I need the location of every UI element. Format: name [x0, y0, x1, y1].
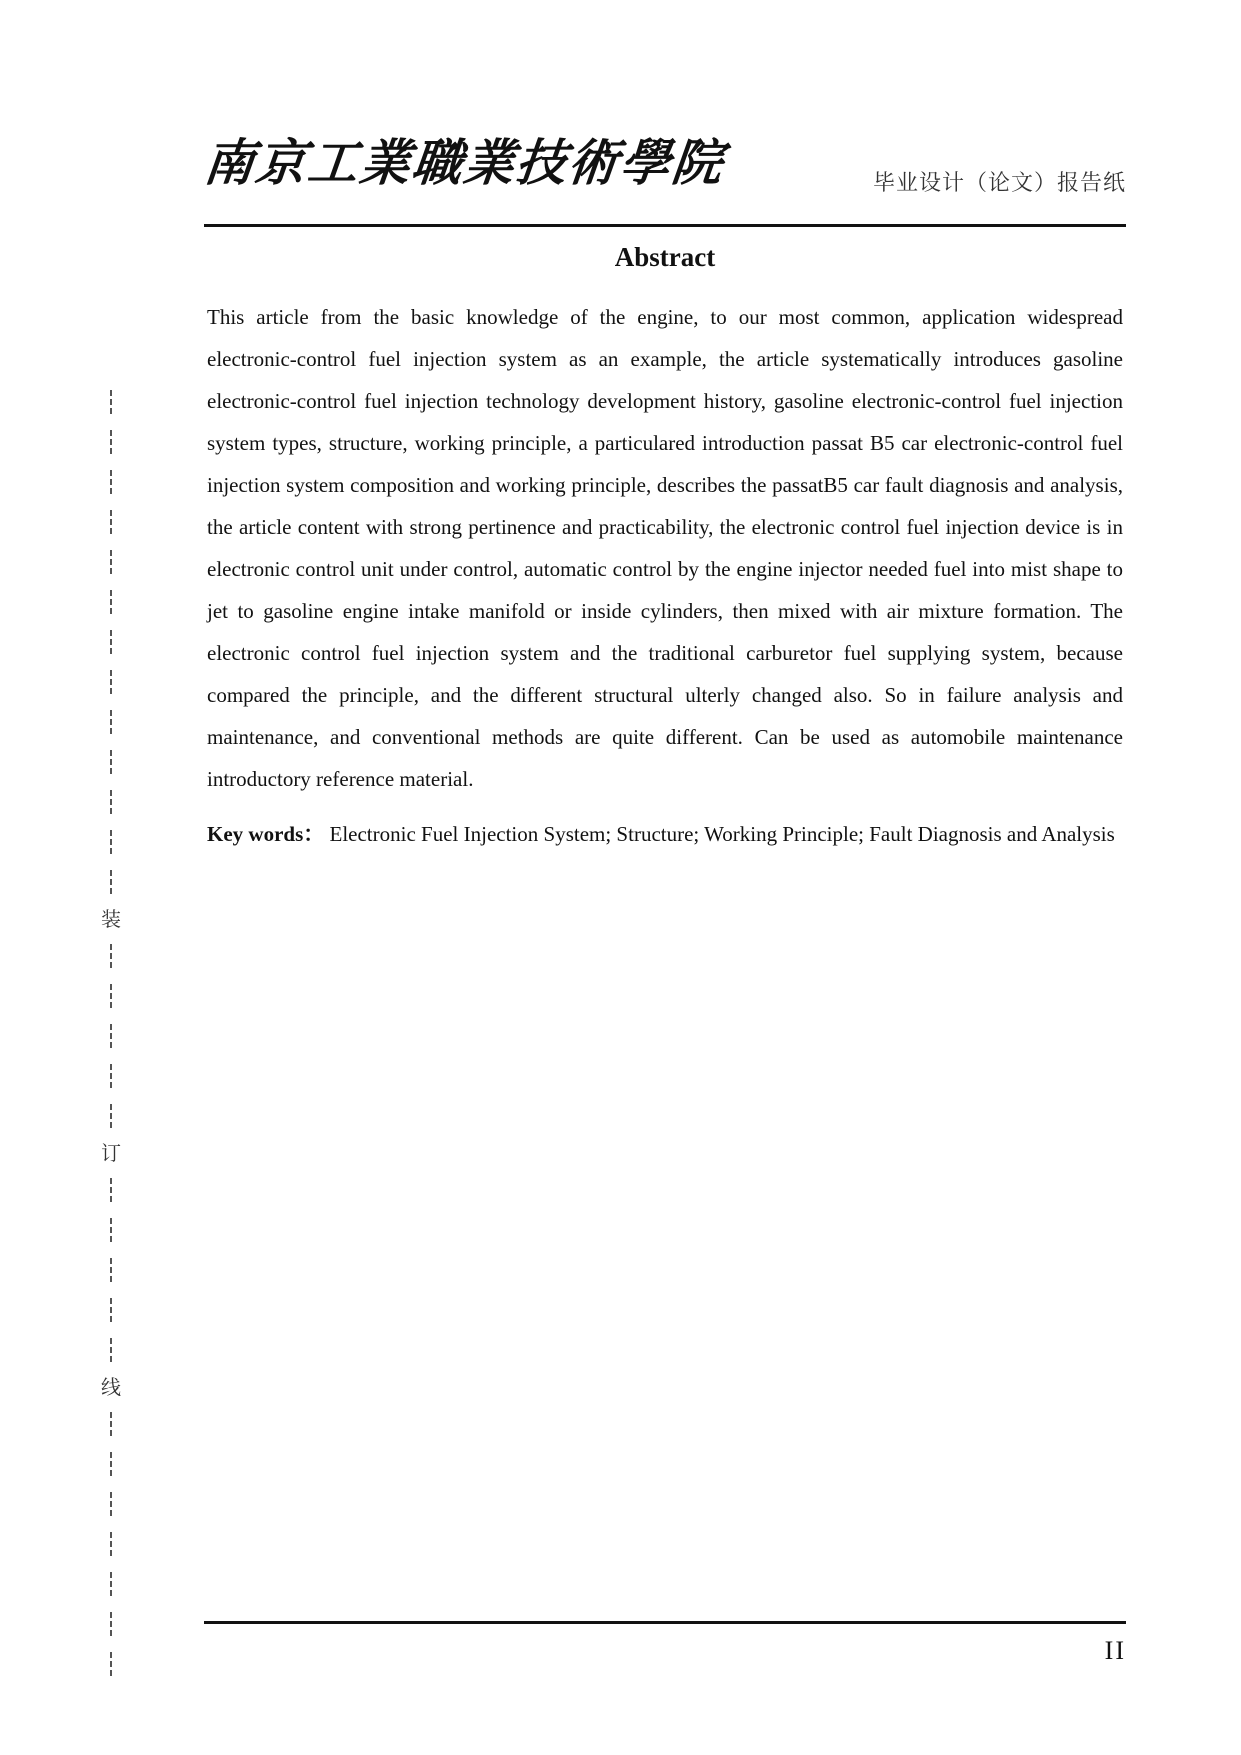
binding-dash — [110, 1338, 112, 1362]
binding-dash — [110, 1412, 112, 1436]
abstract-body: This article from the basic knowledge of the engine, to our most common, application widespread electronic-control fuel injection system as an example, the article systematically introduces gasoline electronic-control fuel injection technology development history, gasoline electronic-control fuel injection system types, structure, working principle, a particulared introduction passat B5 car electronic-control fuel injection system composition and working principle, describes the passatB5 car fault diagnosis and analysis, the article content with strong pertinence and practicability, the electronic control fuel injection device is in electronic control unit under control, automatic control by the engine injector needed fuel into mist shape to jet to gasoline engine intake manifold or inside cylinders, then mixed with air mixture formation. The electronic control fuel injection system and the traditional carburetor fuel supplying system, because compared the principle, and the different structural ulterly changed also. So in failure analysis and maintenance, and conventional methods are quite different. Can be used as automobile maintenance introductory reference material. — [207, 305, 1123, 791]
binding-dash — [110, 1258, 112, 1282]
binding-dash — [110, 470, 112, 494]
header-rule — [204, 224, 1126, 227]
binding-dash — [110, 870, 112, 894]
binding-dash — [110, 944, 112, 968]
binding-dash — [110, 1532, 112, 1556]
binding-dash — [110, 710, 112, 734]
binding-dash — [110, 790, 112, 814]
binding-dash — [110, 984, 112, 1008]
binding-char-ding: 订 — [101, 1141, 121, 1165]
binding-dash — [110, 390, 112, 414]
university-logo: 南京工業職業技術學院 — [200, 133, 728, 192]
binding-dash — [110, 1652, 112, 1676]
binding-dash — [110, 1178, 112, 1202]
binding-dash — [110, 670, 112, 694]
binding-dash — [110, 1218, 112, 1242]
binding-dash — [110, 1452, 112, 1476]
binding-margin — [96, 382, 126, 1684]
document-type-label: 毕业设计（论文）报告纸 — [872, 171, 1126, 196]
binding-char-xian: 线 — [101, 1375, 121, 1399]
binding-dash — [110, 630, 112, 654]
footer-rule — [204, 1621, 1126, 1624]
binding-dash — [110, 1104, 112, 1128]
binding-dash — [110, 1572, 112, 1596]
binding-dash — [110, 1024, 112, 1048]
binding-char-zhuang: 装 — [101, 907, 121, 931]
binding-dash — [110, 550, 112, 574]
keywords-paragraph — [207, 813, 1123, 855]
binding-dash — [110, 1298, 112, 1322]
abstract-title: Abstract — [614, 242, 716, 272]
keywords-text: Electronic Fuel Injection System; Structure; Working Principle; Fault Diagnosis and Analysis — [329, 822, 1115, 846]
binding-dash — [110, 1492, 112, 1516]
page-number: II — [1104, 1636, 1126, 1665]
binding-dash — [110, 830, 112, 854]
keywords-label: Key words： — [207, 822, 325, 846]
binding-dash — [110, 590, 112, 614]
page-header — [200, 128, 1126, 228]
binding-dash — [110, 430, 112, 454]
binding-dash — [110, 1612, 112, 1636]
binding-dash — [110, 750, 112, 774]
binding-dash — [110, 1064, 112, 1088]
binding-dash — [110, 510, 112, 534]
